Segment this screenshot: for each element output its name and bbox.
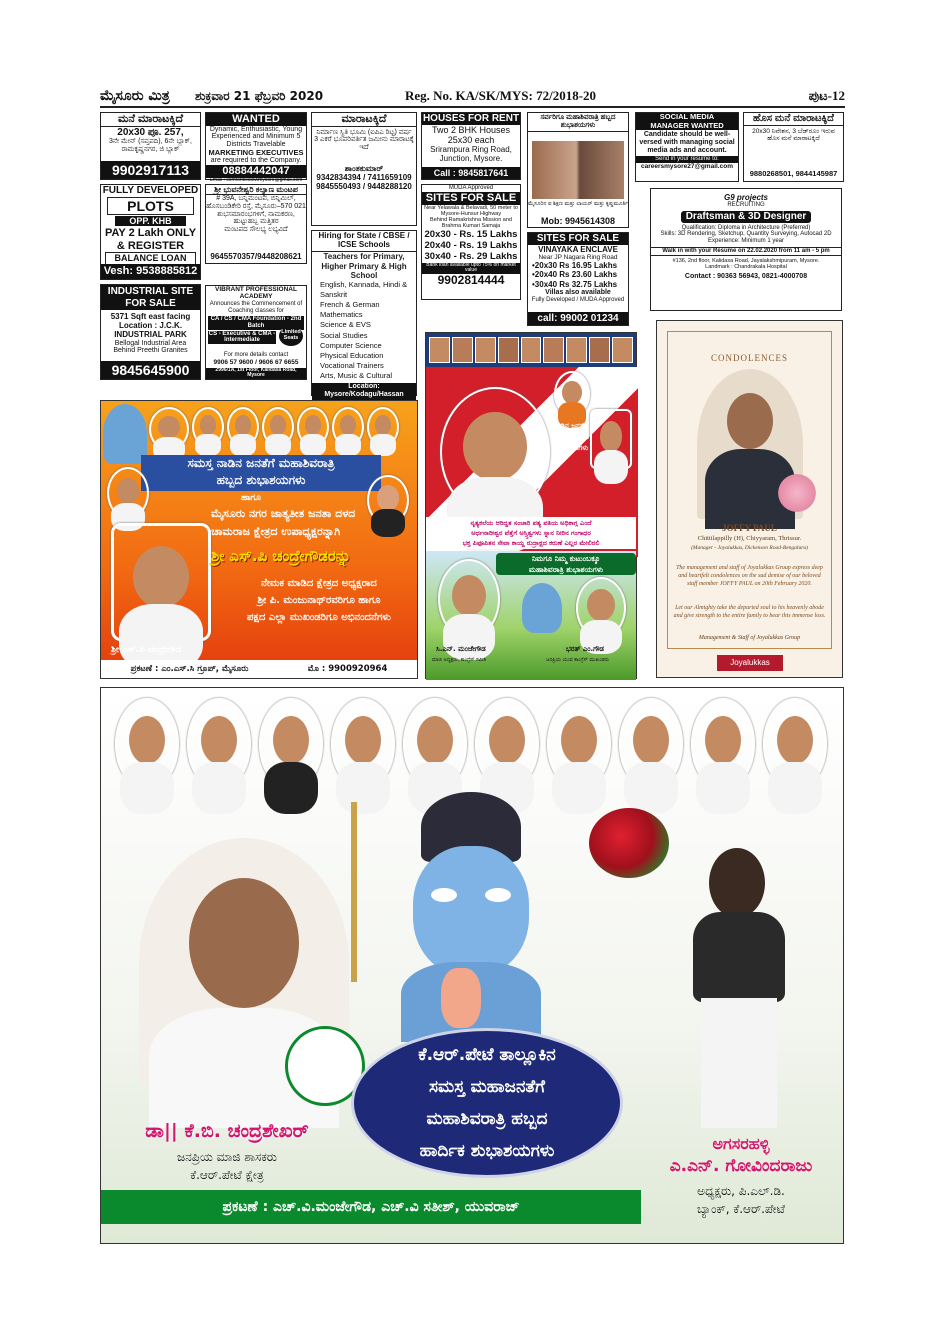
ad-line: 20x30 ಪೂ. 257, <box>117 126 184 138</box>
greeting-line: ಸಮಸ್ತ ಮಹಾಜನತೆಗೆ <box>429 1077 545 1097</box>
subject-item: French & German <box>320 300 380 310</box>
ad-note: Bank loan available upto 75% on market value <box>422 263 520 275</box>
leader-photo <box>590 409 632 469</box>
leader-title-right: ಅಧ್ಯಕ್ಷರು, ಪಿ.ಎಲ್.ಡಿ. <box>697 1184 785 1198</box>
ad-line: Near Yelawala & Belavadi, 50 meter to Mysore-Hunsur Highway <box>424 204 518 217</box>
ad-line: Junction, Mysore. <box>439 154 503 164</box>
joyalukkas-logo: Joyalukkas <box>717 655 783 671</box>
ad-line: are required to the Company. <box>210 157 302 165</box>
limited-seats-badge: Limited Seats <box>279 326 303 346</box>
ad-line: BALANCE LOAN <box>105 252 196 264</box>
publisher-phone: ಮೊ : 9900920964 <box>307 664 388 674</box>
ad-line: Fully Developed / MUDA Approved <box>531 296 625 303</box>
photo-caption: ಶ್ರೀ ಎಸ್.ಪಿ ಚಂದ್ರೇಗೌಡ <box>111 645 182 655</box>
leader-name-left: ಡಾ|| ಕೆ.ಬಿ. ಚಂದ್ರಶೇಖರ್ <box>145 1120 309 1142</box>
ad-line: # 39A, ಬನ್ನಿಮಂಟಪ, ಬಿನ್ನಿಮಿಲ್, <box>216 195 296 203</box>
leader-photo <box>619 698 683 790</box>
ad-vinayaka-enclave <box>527 232 629 326</box>
greeting-line: ಮಹಾಶಿವರಾತ್ರಿ ಶುಭಾಶಯಗಳು <box>528 565 604 574</box>
greeting-line: ನೇಮಕ ಮಾಡಿದ ಕ್ಷೇತ್ರದ ಅಧ್ಯಕ್ಷರಾದ <box>261 578 377 589</box>
ad-title: WANTED <box>206 113 306 126</box>
leader-name: ಶ್ರೀ ಎಸ್.ಪಿ ಚಂದ್ರೇಗೌಡರನ್ನು <box>211 547 351 565</box>
leader-photo <box>547 698 611 790</box>
masthead-logo: ಮೈಸೂರು ಮಿತ್ರ <box>100 88 170 104</box>
ad-land-sale <box>311 112 417 226</box>
ad-line: & REGISTER <box>116 239 185 252</box>
ad-vibrant-academy <box>205 285 307 380</box>
ad-line: INDUSTRIAL PARK <box>114 330 187 340</box>
ad-kalyana-mantapa <box>205 184 307 264</box>
leader-photo <box>192 407 224 447</box>
ad-line: VINAYAKA ENCLAVE <box>538 244 618 254</box>
ad-email: Email : comforitiestowmysore@gmail.com <box>209 176 303 183</box>
greeting-line: ಹಾಗೂ <box>241 493 262 503</box>
ad-social-media-manager <box>635 112 739 182</box>
ad-phone: 9645570357/9448208621 <box>210 251 302 261</box>
condolence-title: CONDOLENCES <box>710 353 788 363</box>
ad-title: SITES FOR SALE <box>528 233 628 245</box>
leader-title: ಮಾಜಿ ಅಧ್ಯಕ್ಷರು, ಕಾಂಗ್ರೆಸ್ ಸಮಿತಿ <box>432 657 487 663</box>
leader-photo <box>107 467 149 519</box>
ad-industrial-site <box>100 284 201 380</box>
rate-row: 20x40 - Rs. 19 Lakhs <box>424 239 518 251</box>
ad-line: 5371 Sqft east facing <box>110 312 191 321</box>
ad-krpete-shivaratri <box>100 687 844 1244</box>
ad-title: FULLY DEVELOPED <box>102 185 199 196</box>
ad-line: RECRUITING <box>727 202 765 209</box>
ad-jds-shivaratri <box>100 400 418 679</box>
ad-title: SITES FOR SALE <box>422 192 520 205</box>
publisher-text: ಪ್ರಕಟಣೆ : ಎಂ.ಎಸ್.ಸಿ ಗ್ರೂಪ್, ಮೈಸೂರು <box>130 664 249 674</box>
greeting-tag: ನಾಡಿನ ಜನತೆಗೆ ಶಿವರಾತ್ರಿ ಹಬ್ಬದ ಶುಭಾಶಯಗಳು <box>553 422 589 452</box>
leader-photo <box>331 698 395 790</box>
ad-phone: 9902814444 <box>437 273 505 288</box>
ad-line: Candidate should be well-versed with managing social media ads and account. <box>639 131 735 155</box>
ad-line: ಹೊಸಬಂಡಿಕೇರಿ ರಸ್ತೆ, ಮೈಸೂರು–570 021 <box>206 202 306 210</box>
ad-title: VIBRANT PROFESSIONAL ACADEMY <box>215 286 297 301</box>
ad-phone: Call : 9845817641 <box>422 167 520 179</box>
brand-logo: G9 projects <box>723 193 768 202</box>
ad-line: Behind Ramakrishna Mission and Brahma Kumari Samaja <box>430 217 512 230</box>
publisher-text: ಪ್ರಕಟಣೆ : ಎಚ್.ವಿ.ಮಂಜೇಗೌಡ, ಎಚ್.ವಿ ಸತೀಶ್, ಯುವರಾಜ್ <box>222 1199 520 1215</box>
ad-muda-sites <box>421 184 521 300</box>
ad-title: ಮಾರಾಟಕ್ಕಿದೆ <box>312 113 416 127</box>
couple-photo <box>532 141 624 199</box>
ad-line: Villas also available <box>545 288 611 296</box>
greeting-line: ಚಾಮರಾಜ ಕ್ಷೇತ್ರದ ಉಪಾಧ್ಯಕ್ಷರನ್ನಾಗಿ <box>211 525 341 538</box>
flower-bouquet-icon <box>589 808 669 878</box>
ad-line: Announces the Commencement of Coaching classes for <box>209 300 303 314</box>
greeting-line: ಮೈಸೂರು ನಗರ ಜಾತ್ಯತೀತ ಜನತಾ ದಳದ <box>211 507 356 520</box>
leader-photo <box>403 698 467 790</box>
ad-line: Behind Preethi Granites <box>113 347 188 355</box>
greeting-line: ಹಬ್ಬದ ಶುಭಾಶಯಗಳು <box>216 473 306 487</box>
leader-photo <box>262 407 294 447</box>
ad-line: MARKETING EXECUTIVES <box>208 147 304 157</box>
subject-item: Social Studies <box>320 330 368 340</box>
shiva-illustration <box>371 792 571 1042</box>
subject-list <box>312 280 416 381</box>
ad-phone: 9845550493 / 9448288120 <box>316 182 412 192</box>
subject-item: Physical Education <box>320 350 384 360</box>
publisher-strip <box>101 660 417 678</box>
greeting-line: ಶ್ರೀ ಪಿ. ಮಂಜುನಾಥ್‌ರವರಿಗೂ ಹಾಗೂ <box>257 595 381 606</box>
ad-line: Skills: 3D Rendering, Sketchup, Quantity Surveying, Autocad 2D <box>660 231 832 238</box>
page-number: ಪುಟ-12 <box>808 88 845 103</box>
ad-line: ರಾಮಕೃಷ್ಣನಗರ, ಜಿ ಬ್ಲಾಕ್ <box>121 145 180 153</box>
ad-line: OPP. KHB <box>115 216 186 226</box>
ad-line: ನಿರ್ಮಾಣ ಸ್ಥಿತಿ ಭೂಮಿ (ಐಪಿಎ ರಿಟ್ಟ) ವರ್ಷ 3 ಎಕರೆ ಭೂಪರಿವರ್ತಿತ ಜಮೀನು ಮಾರಾಟಕ್ಕೆ ಇದೆ <box>314 128 414 152</box>
leader-portraits <box>149 407 415 455</box>
ad-phone: 9902917113 <box>101 161 200 179</box>
leader-title: ಜನಪ್ರಿಯ ಯುವ ಕಾಂಗ್ರೆಸ್ ಮುಖಂಡರು <box>546 657 610 663</box>
ad-line: Srirampura Ring Road, <box>430 145 512 155</box>
ad-phone: 9906 57 9600 / 9606 67 6655 <box>213 359 299 367</box>
condolence-prayer: Let our Almighty take the departed soul to his heavenly abode and give strength to the entire family to bear this immense loss. <box>673 605 826 619</box>
ad-line: CA / CS / CMA Foundation - 2nd Batch <box>208 316 304 330</box>
ad-congress-shivaratri <box>425 332 637 679</box>
rate-row: 30x40 - Rs. 29 Lakhs <box>424 250 518 262</box>
greeting-line: ನಿಮಗೂ ನಿಮ್ಮ ಕುಟುಂಬಕ್ಕೂ <box>531 554 600 563</box>
rate-row: •20x30 Rs 16.95 Lakhs <box>532 261 618 271</box>
ad-caption: ಮೈಸೂರಿನ ವ ಶಿಕ್ಷಣ ಮತ್ತು ಲಾಯರ್ ಮತ್ತು ಕೃಷ್ಣಮೂರ್ತಿ <box>528 201 628 207</box>
ad-line: 25x30 each <box>447 134 495 145</box>
issue-date: ಶುಕ್ರವಾರ 21 ಫೆಬ್ರವರಿ 2020 <box>195 88 324 103</box>
ad-title: SOCIAL MEDIA <box>636 113 738 122</box>
ad-line: PAY 2 Lakh ONLY <box>104 226 197 239</box>
ad-phone: Contact : 90363 56943, 0821-4000708 <box>684 272 808 280</box>
ad-title: ಹೊಸ ಮನೆ ಮಾರಾಟಕ್ಕಿದೆ <box>744 113 843 126</box>
ad-title: ಶ್ರೀ ಭುವನೇಶ್ವರಿ ಕಲ್ಯಾಣ ಮಂಟಪ <box>206 185 306 195</box>
ad-line: Experience: Minimum 1 year <box>707 238 785 245</box>
ad-line: CS - Executive & CMA - Intermediate <box>208 330 276 344</box>
greeting-line: ಭಕ್ತ ಪಿಫೂಪಿತನ ಸೇವಾ ಕಾಯ್ದ ರುದ್ರಾಕ್ಷದ ಕರುಣೆ ಎಲ್ಲರ ಮೇಲಿರಲಿ <box>462 539 600 547</box>
leader-photo <box>576 577 626 639</box>
ad-contact-name: ಶಾಂತಕುಮಾರ್ <box>344 163 384 173</box>
ad-condolence <box>656 320 843 678</box>
ad-title: MANAGER WANTED <box>636 122 738 131</box>
ad-developed-plots <box>100 184 201 280</box>
leader-photo <box>438 559 500 639</box>
leader-photo <box>367 407 399 447</box>
condolence-message: The management and staff of Joyalukkas Group express deep and heartfelt condolences on the sad demise of our beloved staff member JOFFY PAUL on 20th February 2020. <box>676 565 823 587</box>
subject-item: Vocational Trainers <box>320 360 384 370</box>
leader-name: ಭರತ್ ಎಂ.ಗೌಡ <box>566 645 605 653</box>
deceased-address: Chittilappilly (H), Chiyyaram, Thrissur. <box>697 535 802 542</box>
leader-photo <box>297 407 329 447</box>
leader-location-left: ಕೆ.ಆರ್.ಪೇಟೆ ಕ್ಷೇತ್ರ <box>190 1168 264 1182</box>
ad-line: For more details contact <box>223 352 289 359</box>
rate-row: •30x40 Rs 32.75 Lakhs <box>532 279 618 289</box>
greeting-line: ಹಾರ್ದಿಕ ಶುಭಾಶಯಗಳು <box>419 1141 555 1161</box>
greeting-line: ಅರ್ಧನಾರೀಶ್ವರ ಪೆತ್ತೆಗೆ ಅಸ್ತ್ತಿತ್ವಗಳು ಸ್ನಾನ ನೀರಿನ ಗಂಗಾಧರ <box>471 529 591 537</box>
subject-item: Mathematics <box>320 310 363 320</box>
ad-email: careersmysore27@gmail.com <box>641 163 733 171</box>
leader-photo <box>691 698 755 790</box>
ad-line: 3ನೇ ಮೇನ್ (ಸಪ್ತಪದಿ), 6ನೇ ಬ್ಲಾಕ್, <box>109 138 192 146</box>
leader-title-left: ಜನಪ್ರಿಯ ಮಾಜಿ ಶಾಸಕರು <box>177 1150 277 1164</box>
leader-photo <box>187 698 251 790</box>
ad-phone: Mob: 9945614308 <box>540 215 616 226</box>
ad-line: Teachers for Primary, Higher Primary & High School <box>312 251 416 280</box>
ad-phone: 9845645900 <box>101 361 200 379</box>
leader-photo <box>149 407 189 451</box>
greeting-line: ನೃತ್ಯಕಲೆಯ ಆರಿದ್ದತ ಸಂಚಾರಿ ಪತ್ಯ ಪತಿಯ ಅಧಿಕಾಗ್ಗ ಎಂದೆ <box>470 519 592 527</box>
ad-line: PLOTS <box>107 197 194 215</box>
ad-line: Dynamic, Enthusiastic, Young Experienced and Minimum 5 Districts Travelable <box>209 125 303 149</box>
subject-item: Arts, Music & Cultural <box>320 371 393 381</box>
greeting-ribbon <box>351 1028 623 1178</box>
leader-photo <box>763 698 827 790</box>
ad-houses-rent <box>421 112 521 180</box>
leader-village-right: ಅಗಸರಹಳ್ಳಿ <box>712 1134 770 1153</box>
leader-portrait-right <box>679 848 799 1128</box>
deceased-name: JOFFY PAUL <box>722 523 777 533</box>
ad-line: Walk in with your Resume on 22.02.2020 from 11 am - 5 pm <box>651 247 841 256</box>
condolence-signature: Management & Staff of Joyalukkas Group <box>698 635 801 641</box>
ad-address: 2996/1A, 1st Floor, Kalidasa Road, Mysore <box>206 368 306 380</box>
ad-line: Bellogal Industrial Area <box>114 339 187 347</box>
leader-photo <box>227 407 259 447</box>
leaders-strip <box>426 333 636 367</box>
leader-photo <box>475 698 539 790</box>
page-header <box>100 86 845 108</box>
ad-line: Qualification: Diploma in Architecture (Preferred) <box>681 224 811 231</box>
rate-row: •20x40 Rs 23.60 Lakhs <box>532 270 618 280</box>
subject-item: Computer Science <box>320 340 382 350</box>
leader-portrait-main <box>440 387 550 517</box>
ad-line: ಶುಭಸಮಾರಂಭಗಳಿಗೆ, ನಾಮಕರಣ, ಹುಟ್ಟುಹಬ್ಬ ಮತ್ತಿತರ <box>217 210 295 226</box>
subject-item: Science & EVS <box>320 320 371 330</box>
leader-photo <box>332 407 364 447</box>
leader-location-right: ಬ್ಯಾಂಕ್, ಕೆ.ಆರ್.ಪೇಟೆ <box>697 1202 785 1216</box>
ad-tag: MUDA Approved <box>448 185 494 191</box>
ad-wanted-marketing <box>205 112 307 183</box>
leader-photo <box>259 698 323 790</box>
publisher-strip <box>101 1190 641 1224</box>
ad-shivaratri-greeting-small <box>527 112 629 228</box>
subject-item: English, Kannada, Hindi & Sanskrit <box>320 279 408 300</box>
greeting-line: ಸಮಸ್ತ ನಾಡಿನ ಜನತೆಗೆ ಮಹಾಶಿವರಾತ್ರಿ <box>187 456 335 470</box>
ad-hiring-teachers <box>311 230 417 399</box>
ad-phone: 9342834394 / 7411659109 <box>316 172 412 182</box>
greeting-line: ಪಕ್ಷದ ಎಲ್ಲಾ ಮುಖಂಡರಿಗೂ ಅಭಿನಂದನೆಗಳು <box>247 612 391 623</box>
ad-line: Landmark : Chandrakala Hospital <box>705 264 787 271</box>
leader-name: ಸಿ.ಎನ್. ಮಂಜೇಗೌಡ <box>436 645 486 653</box>
greeting-line: ಕೆ.ಆರ್.ಪೇಟೆ ತಾಲ್ಲೂಕಿನ <box>418 1045 556 1065</box>
swamiji-photo <box>554 371 590 417</box>
ad-location: Location: Mysore/Kodagu/Hassan <box>312 383 416 399</box>
ad-phone: 9880268501, 9844145987 <box>749 169 838 179</box>
greeting-banner <box>141 455 381 491</box>
ad-title: Hiring for State / CBSE / ICSE Schools <box>318 231 410 250</box>
ad-phone: Vesh: 9538885812 <box>101 264 200 279</box>
ad-line: Two 2 BHK Houses <box>431 124 511 135</box>
ad-phone: 08884442047 <box>206 165 306 178</box>
leader-portrait-main <box>111 523 211 641</box>
ad-g9-recruiting <box>650 188 842 311</box>
ad-title: ಮನೆ ಮಾರಾಟಕ್ಕಿದೆ <box>101 113 200 127</box>
leaders-row <box>107 694 837 794</box>
flower-decoration <box>775 471 819 515</box>
ad-line: Near JP Nagara Ring Road <box>538 253 618 261</box>
ad-title: HOUSES FOR RENT <box>422 113 520 124</box>
ad-line: Send in your resume to: <box>636 156 738 163</box>
shiva-icon <box>522 583 562 633</box>
ad-house-sale <box>100 112 201 180</box>
registration-number: Reg. No. KA/SK/MYS: 72/2018-20 <box>405 88 597 103</box>
ad-title: Draftsman & 3D Designer <box>681 211 811 223</box>
rate-row: 20x30 - Rs. 15 Lakhs <box>424 228 518 240</box>
leader-name-right: ಎ.ಎನ್. ಗೋವಿಂದರಾಜು <box>669 1156 813 1176</box>
ad-phone: call: 99002 01234 <box>528 312 628 326</box>
leader-photo <box>115 698 179 790</box>
ad-address: #136, 2nd floor, Kalidasa Road, Jayalakshmipuram, Mysore. <box>672 258 820 265</box>
ad-title: INDUSTRIAL SITE FOR SALE <box>101 285 200 310</box>
deceased-role: (Manager - Joyalukkas, Dickenson Road-Bengaluru) <box>691 545 808 551</box>
ad-new-house-sale <box>743 112 844 182</box>
ad-line: ಮಂಟಪದ ಸೌಲಭ್ಯ ಲಭ್ಯವಿದೆ <box>224 225 288 233</box>
ad-line: 20x30 ನಿವೇಶನ, 3 ಬೆಡ್‌ರೂಂ ಇರುವ ಹೊಸ ಮನೆ ಮಾರಾಟಕ್ಕಿದೆ <box>752 127 835 142</box>
ad-line: Location : J.C.K. <box>118 321 183 331</box>
ad-title: ಸರ್ವರಿಗೂ ಮಹಾಶಿವರಾತ್ರಿ ಹಬ್ಬದ ಶುಭಾಶಯಗಳು <box>528 113 628 132</box>
greeting-line: ಮಹಾಶಿವರಾತ್ರಿ ಹಬ್ಬದ <box>426 1109 548 1129</box>
